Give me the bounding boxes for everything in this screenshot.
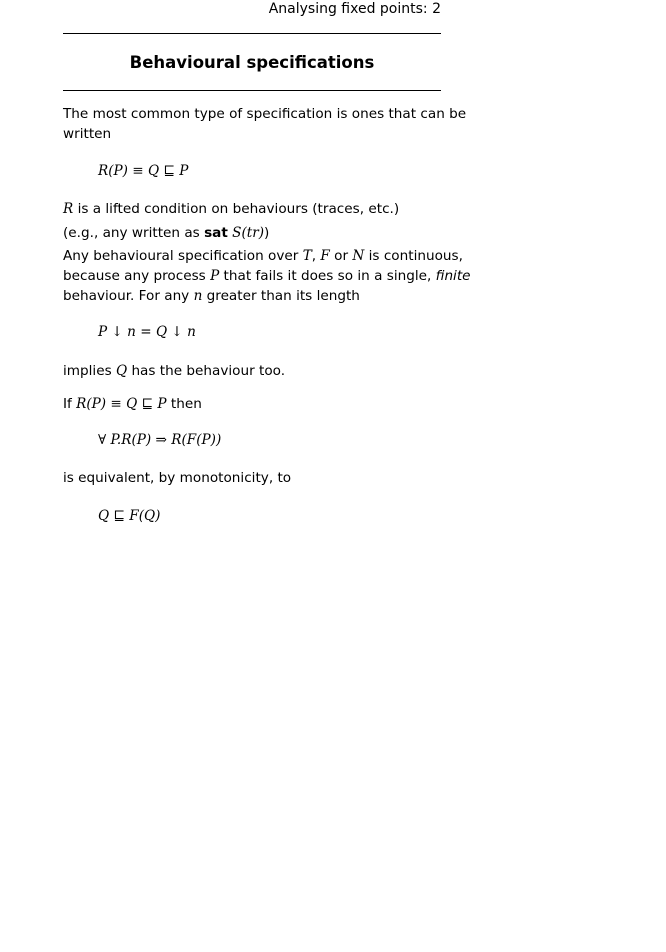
paragraph-implies bbox=[63, 361, 441, 381]
equation-restriction: P ↓ n = Q ↓ n bbox=[98, 324, 196, 340]
paragraph-intro-line-2: written bbox=[63, 126, 112, 142]
paragraph-lifted-condition bbox=[63, 199, 441, 219]
continuity-l2-prefix: because any process bbox=[63, 268, 211, 284]
paragraph-equivalent: is equivalent, by monotonicity, to bbox=[63, 470, 292, 486]
continuity-l1-sep: , bbox=[311, 248, 321, 264]
equation-forall: ∀ P.R(P) ⇒ R(F(P)) bbox=[98, 432, 222, 448]
running-head: Analysing fixed points: 2 bbox=[268, 1, 441, 17]
math-var-r: R bbox=[63, 201, 74, 217]
paragraph-lifted-condition-text: is a lifted condition on behaviours (traces, etc.) bbox=[73, 201, 400, 217]
paragraph-intro-line-1: The most common type of specification is ones that can be bbox=[63, 106, 467, 122]
math-var-n: n bbox=[193, 288, 203, 304]
if-prefix: If bbox=[63, 396, 77, 412]
math-var-q: Q bbox=[115, 363, 128, 379]
example-prefix: (e.g., any written as bbox=[63, 225, 205, 241]
math-model-n: N bbox=[352, 248, 365, 264]
math-model-t: T bbox=[302, 248, 312, 264]
top-rule bbox=[63, 33, 441, 34]
equation-fixed-point: Q ⊑ F(Q) bbox=[98, 508, 161, 524]
paragraph-continuity-line-2 bbox=[63, 266, 471, 286]
continuity-l1-suffix: is continuous, bbox=[364, 248, 463, 264]
bottom-rule bbox=[63, 90, 441, 91]
implies-suffix: has the behaviour too. bbox=[127, 363, 286, 379]
continuity-l3-prefix: behaviour. For any bbox=[63, 288, 194, 304]
paragraph-example bbox=[63, 223, 441, 243]
paragraph-continuity-line-3 bbox=[63, 286, 441, 306]
math-if-condition: R(P) ≡ Q ⊑ P bbox=[76, 396, 167, 412]
slide-title: Behavioural specifications bbox=[129, 53, 375, 72]
math-var-p: P bbox=[210, 268, 220, 284]
continuity-l3-suffix: greater than its length bbox=[202, 288, 360, 304]
continuity-l1-prefix: Any behavioural specification over bbox=[63, 248, 303, 264]
math-s-tr: S(tr) bbox=[227, 225, 265, 241]
continuity-l2-mid: that fails it does so in a single, bbox=[219, 268, 436, 284]
implies-prefix: implies bbox=[63, 363, 116, 379]
paragraph-if bbox=[63, 394, 441, 414]
math-model-f: F bbox=[320, 248, 330, 264]
finite-emphasis: finite bbox=[435, 268, 471, 284]
equation-spec-form: R(P) ≡ Q ⊑ P bbox=[98, 163, 189, 179]
paragraph-continuity-line-1 bbox=[63, 246, 463, 266]
sat-keyword: sat bbox=[204, 225, 228, 241]
continuity-l1-or: or bbox=[329, 248, 353, 264]
example-suffix: ) bbox=[264, 225, 270, 241]
if-suffix: then bbox=[166, 396, 202, 412]
